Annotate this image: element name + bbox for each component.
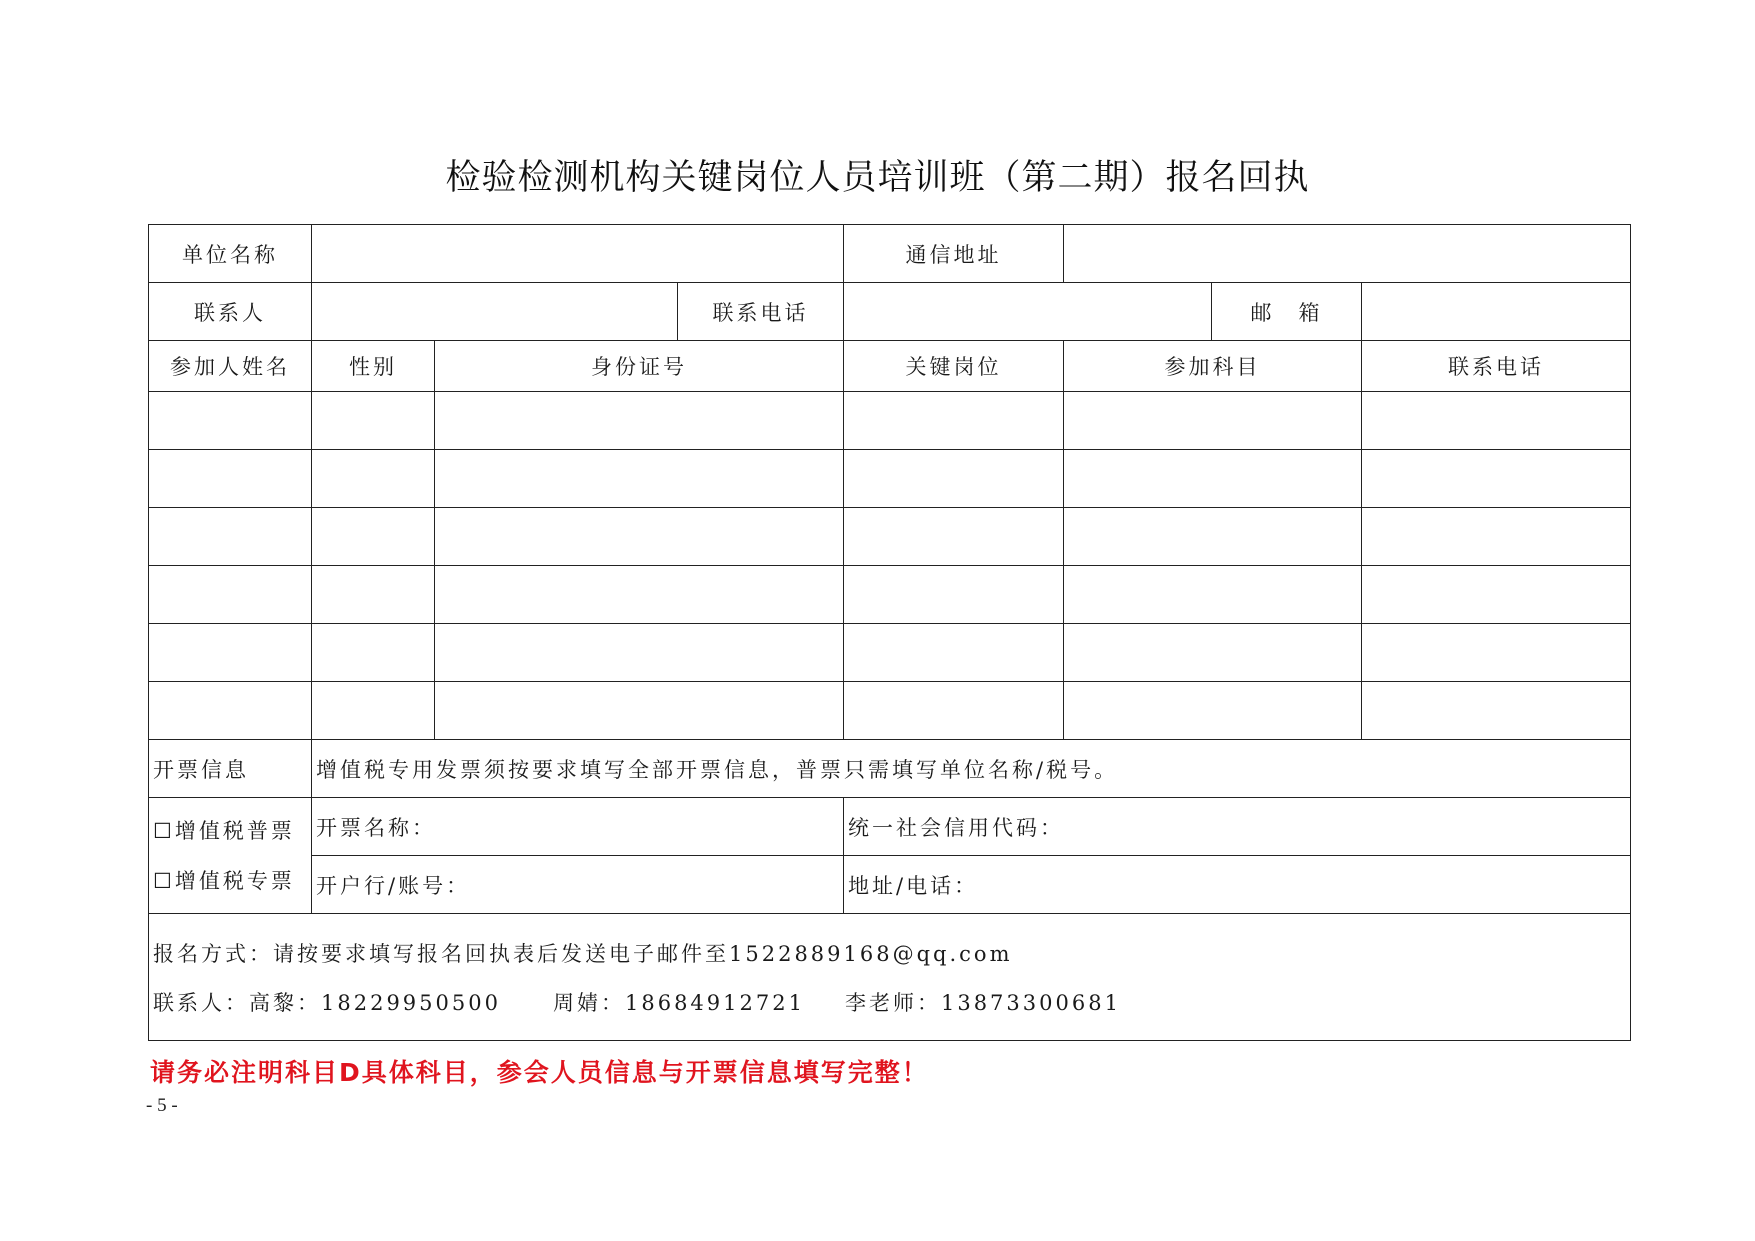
registration-info-cell	[149, 914, 1631, 1041]
participant-subject-field[interactable]	[1064, 682, 1362, 740]
unit-name-label: 单位名称	[149, 225, 312, 283]
invoice-info-label: 开票信息	[149, 740, 312, 798]
participant-name-field[interactable]	[149, 566, 312, 624]
header-gender: 性别	[312, 341, 435, 392]
contact-gao: 高黎：18229950500	[249, 991, 501, 1015]
header-subject: 参加科目	[1064, 341, 1362, 392]
participant-row	[149, 682, 1631, 740]
participant-position-field[interactable]	[844, 682, 1064, 740]
contact-phone-field[interactable]	[844, 283, 1212, 341]
participant-phone-field[interactable]	[1362, 624, 1631, 682]
address-field[interactable]	[1064, 225, 1631, 283]
contact-phone-label: 联系电话	[678, 283, 844, 341]
participant-gender-field[interactable]	[312, 682, 435, 740]
invoice-name-field[interactable]: 开票名称：	[312, 798, 844, 856]
contact-person-label: 联系人	[149, 283, 312, 341]
participant-subject-field[interactable]	[1064, 566, 1362, 624]
important-notice: 请务必注明科目D具体科目，参会人员信息与开票信息填写完整！	[150, 1058, 929, 1087]
participant-phone-field[interactable]	[1362, 450, 1631, 508]
contacts-label: 联系人：	[153, 991, 249, 1015]
participant-id-field[interactable]	[435, 508, 844, 566]
header-key-position: 关键岗位	[844, 341, 1064, 392]
participant-position-field[interactable]	[844, 450, 1064, 508]
participant-subject-field[interactable]	[1064, 450, 1362, 508]
registration-contacts	[153, 979, 1630, 1028]
participant-gender-field[interactable]	[312, 450, 435, 508]
participant-id-field[interactable]	[435, 392, 844, 450]
participant-name-field[interactable]	[149, 682, 312, 740]
participant-phone-field[interactable]	[1362, 392, 1631, 450]
invoice-instruction: 增值税专用发票须按要求填写全部开票信息，普票只需填写单位名称/税号。	[312, 740, 1631, 798]
address-label: 通信地址	[844, 225, 1064, 283]
page-number: - 5 -	[146, 1095, 178, 1116]
participant-row	[149, 392, 1631, 450]
participant-name-field[interactable]	[149, 508, 312, 566]
participant-name-field[interactable]	[149, 450, 312, 508]
invoice-type-cell	[149, 798, 312, 914]
participant-gender-field[interactable]	[312, 508, 435, 566]
participant-row	[149, 450, 1631, 508]
participant-phone-field[interactable]	[1362, 682, 1631, 740]
participant-name-field[interactable]	[149, 624, 312, 682]
participant-gender-field[interactable]	[312, 624, 435, 682]
participant-position-field[interactable]	[844, 624, 1064, 682]
registration-form	[148, 224, 1631, 1041]
participant-position-field[interactable]	[844, 566, 1064, 624]
bank-account-field[interactable]: 开户行/账号：	[312, 856, 844, 914]
contact-person-field[interactable]	[312, 283, 678, 341]
participant-position-field[interactable]	[844, 392, 1064, 450]
participant-name-field[interactable]	[149, 392, 312, 450]
participant-phone-field[interactable]	[1362, 508, 1631, 566]
participant-id-field[interactable]	[435, 682, 844, 740]
participant-row	[149, 624, 1631, 682]
participant-subject-field[interactable]	[1064, 392, 1362, 450]
header-participant-name: 参加人姓名	[149, 341, 312, 392]
participant-subject-field[interactable]	[1064, 624, 1362, 682]
participant-gender-field[interactable]	[312, 566, 435, 624]
contact-li: 李老师：13873300681	[844, 991, 1121, 1015]
participant-id-field[interactable]	[435, 566, 844, 624]
participant-position-field[interactable]	[844, 508, 1064, 566]
credit-code-field[interactable]: 统一社会信用代码：	[844, 798, 1631, 856]
header-phone: 联系电话	[1362, 341, 1631, 392]
participant-phone-field[interactable]	[1362, 566, 1631, 624]
participant-id-field[interactable]	[435, 624, 844, 682]
participant-id-field[interactable]	[435, 450, 844, 508]
participant-gender-field[interactable]	[312, 392, 435, 450]
participant-row	[149, 508, 1631, 566]
unit-name-field[interactable]	[312, 225, 844, 283]
invoice-type-ordinary-checkbox[interactable]: ☐增值税普票	[153, 818, 295, 843]
participant-subject-field[interactable]	[1064, 508, 1362, 566]
address-phone-field[interactable]: 地址/电话：	[844, 856, 1631, 914]
header-id-number: 身份证号	[435, 341, 844, 392]
email-label: 邮 箱	[1212, 283, 1362, 341]
participant-row	[149, 566, 1631, 624]
email-field[interactable]	[1362, 283, 1631, 341]
invoice-type-special-checkbox[interactable]: ☐增值税专票	[153, 868, 295, 893]
page-title: 检验检测机构关键岗位人员培训班（第二期）报名回执	[445, 158, 1310, 198]
contact-zhou: 周婧：18684912721	[552, 991, 805, 1015]
registration-method: 报名方式：请按要求填写报名回执表后发送电子邮件至1522889168@qq.com	[153, 942, 1013, 966]
